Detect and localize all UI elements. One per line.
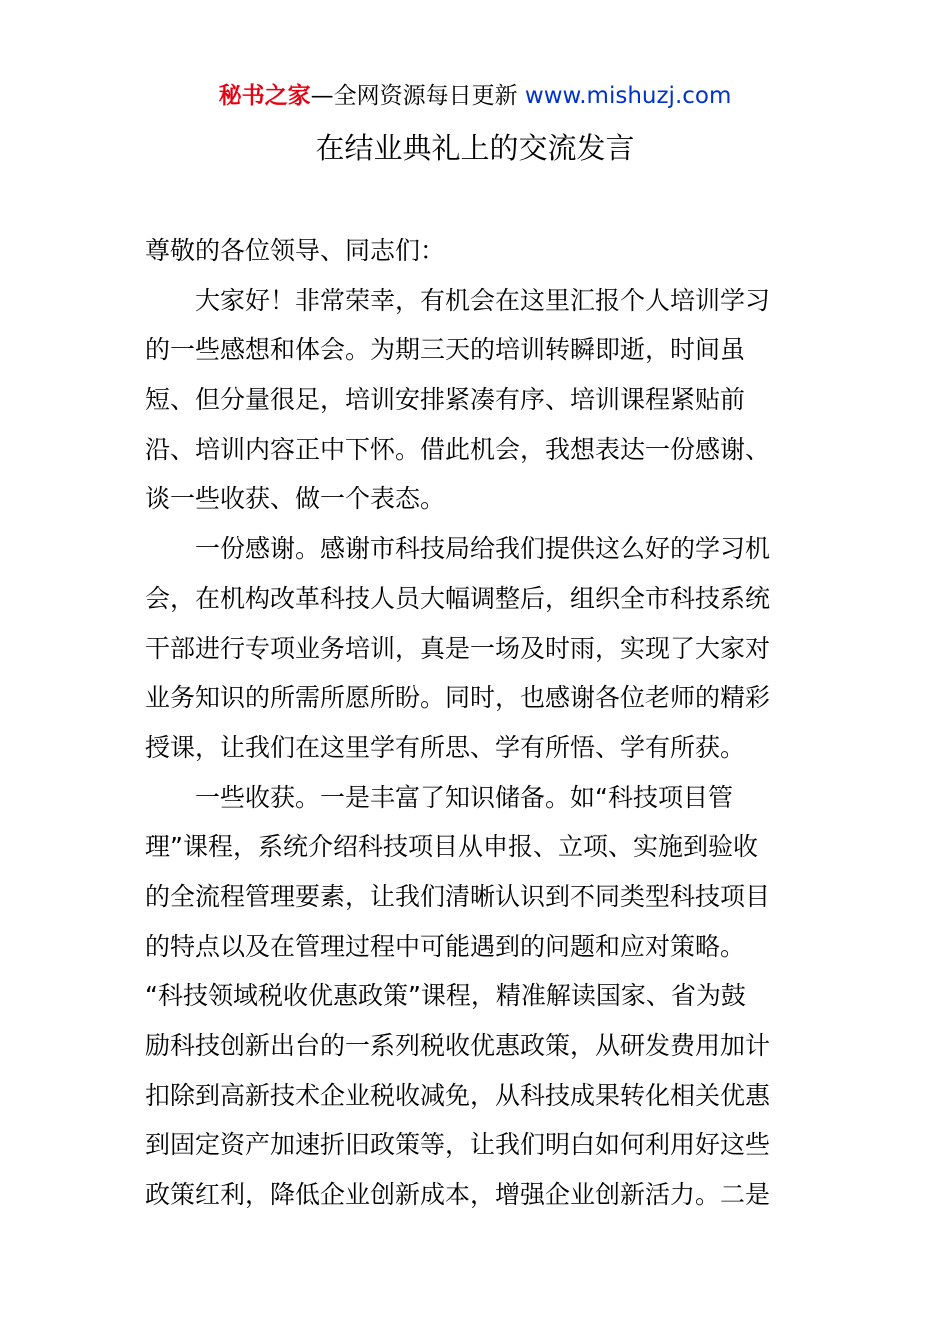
salutation-line: 尊敬的各位领导、同志们： — [145, 236, 446, 265]
document-body — [145, 226, 785, 1220]
document-title: 在结业典礼上的交流发言 — [315, 131, 635, 165]
text-line: “科技领域税收优惠政策”课程，精准解读国家、省为鼓 — [145, 981, 746, 1011]
text-line: 谈一些收获、做一个表态。 — [145, 484, 446, 514]
text-line: 的全流程管理要素，让我们清晰认识到不同类型科技项目 — [145, 881, 771, 911]
text-line: 业务知识的所需所愿所盼。同时，也感谢各位老师的精彩 — [145, 683, 771, 713]
text-line: 一些收获。一是丰富了知识储备。如“科技项目管 — [195, 782, 733, 812]
text-line: 会，在机构改革科技人员大幅调整后，组织全市科技系统 — [145, 583, 771, 613]
text-line: 到固定资产加速折旧政策等，让我们明白如何利用好这些 — [145, 1130, 771, 1160]
site-header — [0, 80, 950, 112]
text-line: 的一些感想和体会。为期三天的培训转瞬即逝，时间虽 — [145, 335, 746, 365]
text-line: 大家好！非常荣幸，有机会在这里汇报个人培训学习 — [195, 285, 771, 315]
brand-name: 秘书之家 — [218, 83, 311, 109]
text-line: 授课，让我们在这里学有所思、学有所悟、学有所获。 — [145, 732, 746, 762]
text-line: 扣除到高新技术企业税收减免，从科技成果转化相关优惠 — [145, 1080, 771, 1110]
text-line: 短、但分量很足，培训安排紧凑有序、培训课程紧贴前 — [145, 385, 746, 415]
text-line: 一份感谢。感谢市科技局给我们提供这么好的学习机 — [195, 534, 771, 564]
text-line: 沿、培训内容正中下怀。借此机会，我想表达一份感谢、 — [145, 434, 771, 464]
site-tagline: —全网资源每日更新 — [310, 83, 525, 109]
text-line: 政策红利，降低企业创新成本，增强企业创新活力。二是 — [145, 1180, 771, 1210]
text-line: 励科技创新出台的一系列税收优惠政策，从研发费用加计 — [145, 1031, 771, 1060]
text-line: 干部进行专项业务培训，真是一场及时雨，实现了大家对 — [145, 633, 771, 663]
text-line: 的特点以及在管理过程中可能遇到的问题和应对策略。 — [145, 931, 746, 961]
text-line: 理”课程，系统介绍科技项目从申报、立项、实施到验收 — [145, 832, 758, 862]
site-url[interactable]: www.mishuzj.com — [524, 83, 732, 109]
